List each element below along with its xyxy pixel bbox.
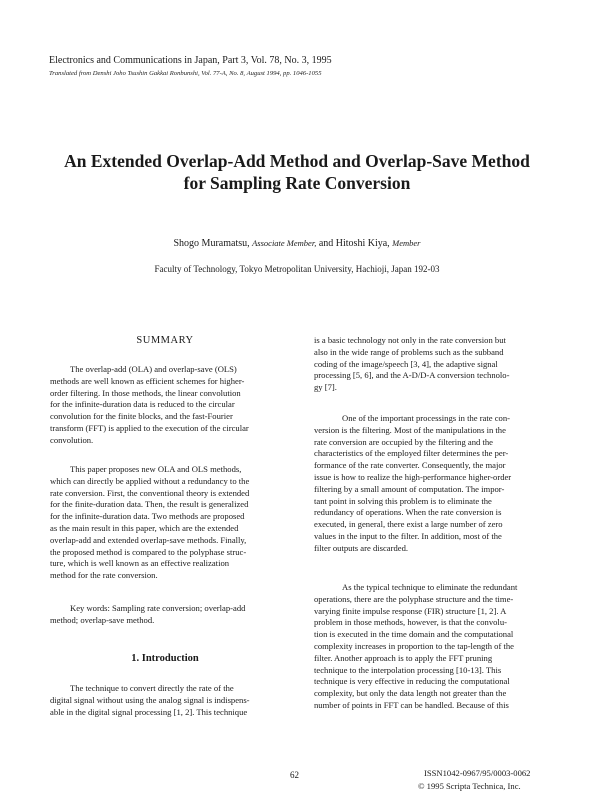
text-line: This paper proposes new OLA and OLS methods, bbox=[70, 464, 242, 474]
text-line: able in the digital signal processing [1, 2]. This technique bbox=[50, 706, 248, 717]
text-line: problem in those methods, however, is that the convolu- bbox=[314, 617, 507, 628]
author-2-role: Member bbox=[392, 238, 421, 248]
text-line: As the typical technique to eliminate the redundant bbox=[342, 582, 518, 592]
body-paragraph-2 bbox=[314, 413, 544, 555]
text-line: convolution. bbox=[50, 434, 94, 445]
title-line-2: for Sampling Rate Conversion bbox=[183, 173, 411, 193]
text-line: tant point in solving this problem is to eliminate the bbox=[314, 495, 492, 506]
text-line: characteristics of the employed filter determines the per- bbox=[314, 448, 509, 459]
text-line: filter outputs are discarded. bbox=[314, 542, 409, 553]
text-line: overlap-add and extended overlap-save methods. Finally, bbox=[50, 534, 247, 545]
text-line bbox=[50, 603, 280, 615]
text-line: formance of the rate converter. Consequently, the major bbox=[314, 460, 506, 471]
text-line: ture, which is well known as an effective realization bbox=[50, 558, 230, 569]
author-2: Hitoshi Kiya, bbox=[335, 238, 390, 249]
author-conjunction: and bbox=[318, 238, 334, 249]
text-line: The overlap-add (OLA) and overlap-save (OLS) bbox=[70, 364, 237, 374]
text-line: method; overlap-save method. bbox=[50, 614, 155, 625]
introduction-paragraph bbox=[50, 683, 280, 718]
text-line: coding of the image/speech [3, 4], the adaptive signal bbox=[314, 358, 498, 369]
text-line: technique to the interpolation processing [10-13]. This bbox=[314, 664, 502, 675]
paper-title bbox=[60, 150, 534, 194]
text-line: issue is how to realize the high-performance higher-order bbox=[314, 471, 512, 482]
journal-citation: Electronics and Communications in Japan, Part 3, Vol. 78, No. 3, 1995 bbox=[49, 55, 332, 66]
body-paragraph-1 bbox=[314, 335, 544, 394]
text-line: tion is executed in the time domain and the computational bbox=[314, 629, 514, 640]
keywords bbox=[50, 603, 280, 627]
keywords-label: Key words: bbox=[70, 603, 110, 613]
text-line: transform (FFT) is applied to the execution of the circular bbox=[50, 422, 249, 433]
issn: ISSN1042-0967/95/0003-0062 bbox=[424, 768, 531, 778]
text-line: values in the input to the filter. In addition, most of the bbox=[314, 530, 502, 541]
summary-paragraph-2 bbox=[50, 464, 280, 582]
text-line: varying finite impulse response (FIR) structure [1, 2]. A bbox=[314, 605, 507, 616]
copyright: © 1995 Scripta Technica, Inc. bbox=[418, 781, 521, 791]
text-line: order filtering. In those methods, the linear convolution bbox=[50, 387, 241, 398]
author-line bbox=[40, 238, 554, 249]
text-line: gy [7]. bbox=[314, 382, 337, 393]
text-line: operations, there are the polyphase structure and the time- bbox=[314, 593, 514, 604]
summary-heading: SUMMARY bbox=[136, 335, 194, 346]
introduction-heading: 1. Introduction bbox=[131, 653, 199, 664]
text-line: also in the wide range of problems such as the subband bbox=[314, 346, 504, 357]
text-line: for the infinite-duration data. Two methods are proposed bbox=[50, 511, 245, 522]
text-line: method for the rate conversion. bbox=[50, 570, 158, 581]
text-line: version is the filtering. Most of the manipulations in the bbox=[314, 424, 506, 435]
text-line: filter. Another approach is to apply the FFT pruning bbox=[314, 652, 493, 663]
body-paragraph-3 bbox=[314, 582, 544, 712]
text-line: rate conversion. First, the conventional theory is extended bbox=[50, 487, 250, 498]
text-line: as the main result in this paper, which are the extended bbox=[50, 522, 239, 533]
keywords-list: Sampling rate conversion; overlap-add bbox=[112, 603, 246, 613]
text-line: complexity, but only the data length not greater than the bbox=[314, 688, 507, 699]
text-line: number of points in FFT can be handled. Because of this bbox=[314, 699, 509, 710]
text-line: which can directly be applied without a redundancy to the bbox=[50, 475, 250, 486]
author-1: Shogo Muramatsu, bbox=[173, 238, 250, 249]
text-line: digital signal without using the analog signal is indispens- bbox=[50, 694, 250, 705]
text-line: redundancy of operations. When the rate conversion is bbox=[314, 507, 502, 518]
page-number: 62 bbox=[290, 770, 299, 780]
text-line: processing [5, 6], and the A-D/D-A conversion technolo- bbox=[314, 370, 510, 381]
text-line: for the infinite-duration data is reduced to the circular bbox=[50, 399, 235, 410]
text-line: for the finite-duration data. Then, the result is generalized bbox=[50, 499, 249, 510]
text-line: methods are well known as efficient schemes for higher- bbox=[50, 375, 245, 386]
affiliation: Faculty of Technology, Tokyo Metropolitan University, Hachioji, Japan 192-03 bbox=[154, 264, 440, 274]
text-line: complexity increases in proportion to the tap-length of the bbox=[314, 640, 514, 651]
text-line: executed, in general, there exist a large number of zero bbox=[314, 519, 503, 530]
text-line: convolution for the finite blocks, and the fast-Fourier bbox=[50, 411, 233, 422]
author-1-role: Associate Member, bbox=[252, 238, 317, 248]
summary-paragraph-1 bbox=[50, 364, 280, 447]
title-line-1: An Extended Overlap-Add Method and Overlap-Save Method bbox=[64, 151, 530, 171]
text-line: is a basic technology not only in the rate conversion but bbox=[314, 335, 506, 345]
text-line: technique is very effective in reducing the computational bbox=[314, 676, 510, 687]
text-line: the proposed method is compared to the polyphase struc- bbox=[50, 546, 247, 557]
text-line: One of the important processings in the rate con- bbox=[342, 413, 511, 423]
translation-note: Translated from Denshi Joho Tsushin Gakkai Ronbunshi, Vol. 77-A, No. 8, August 1994, pp. 1046-1055 bbox=[49, 70, 322, 77]
text-line: rate conversion are occupied by the filtering and the bbox=[314, 436, 493, 447]
text-line: filtering by a small amount of computation. The impor- bbox=[314, 483, 505, 494]
text-line: The technique to convert directly the rate of the bbox=[70, 683, 234, 693]
